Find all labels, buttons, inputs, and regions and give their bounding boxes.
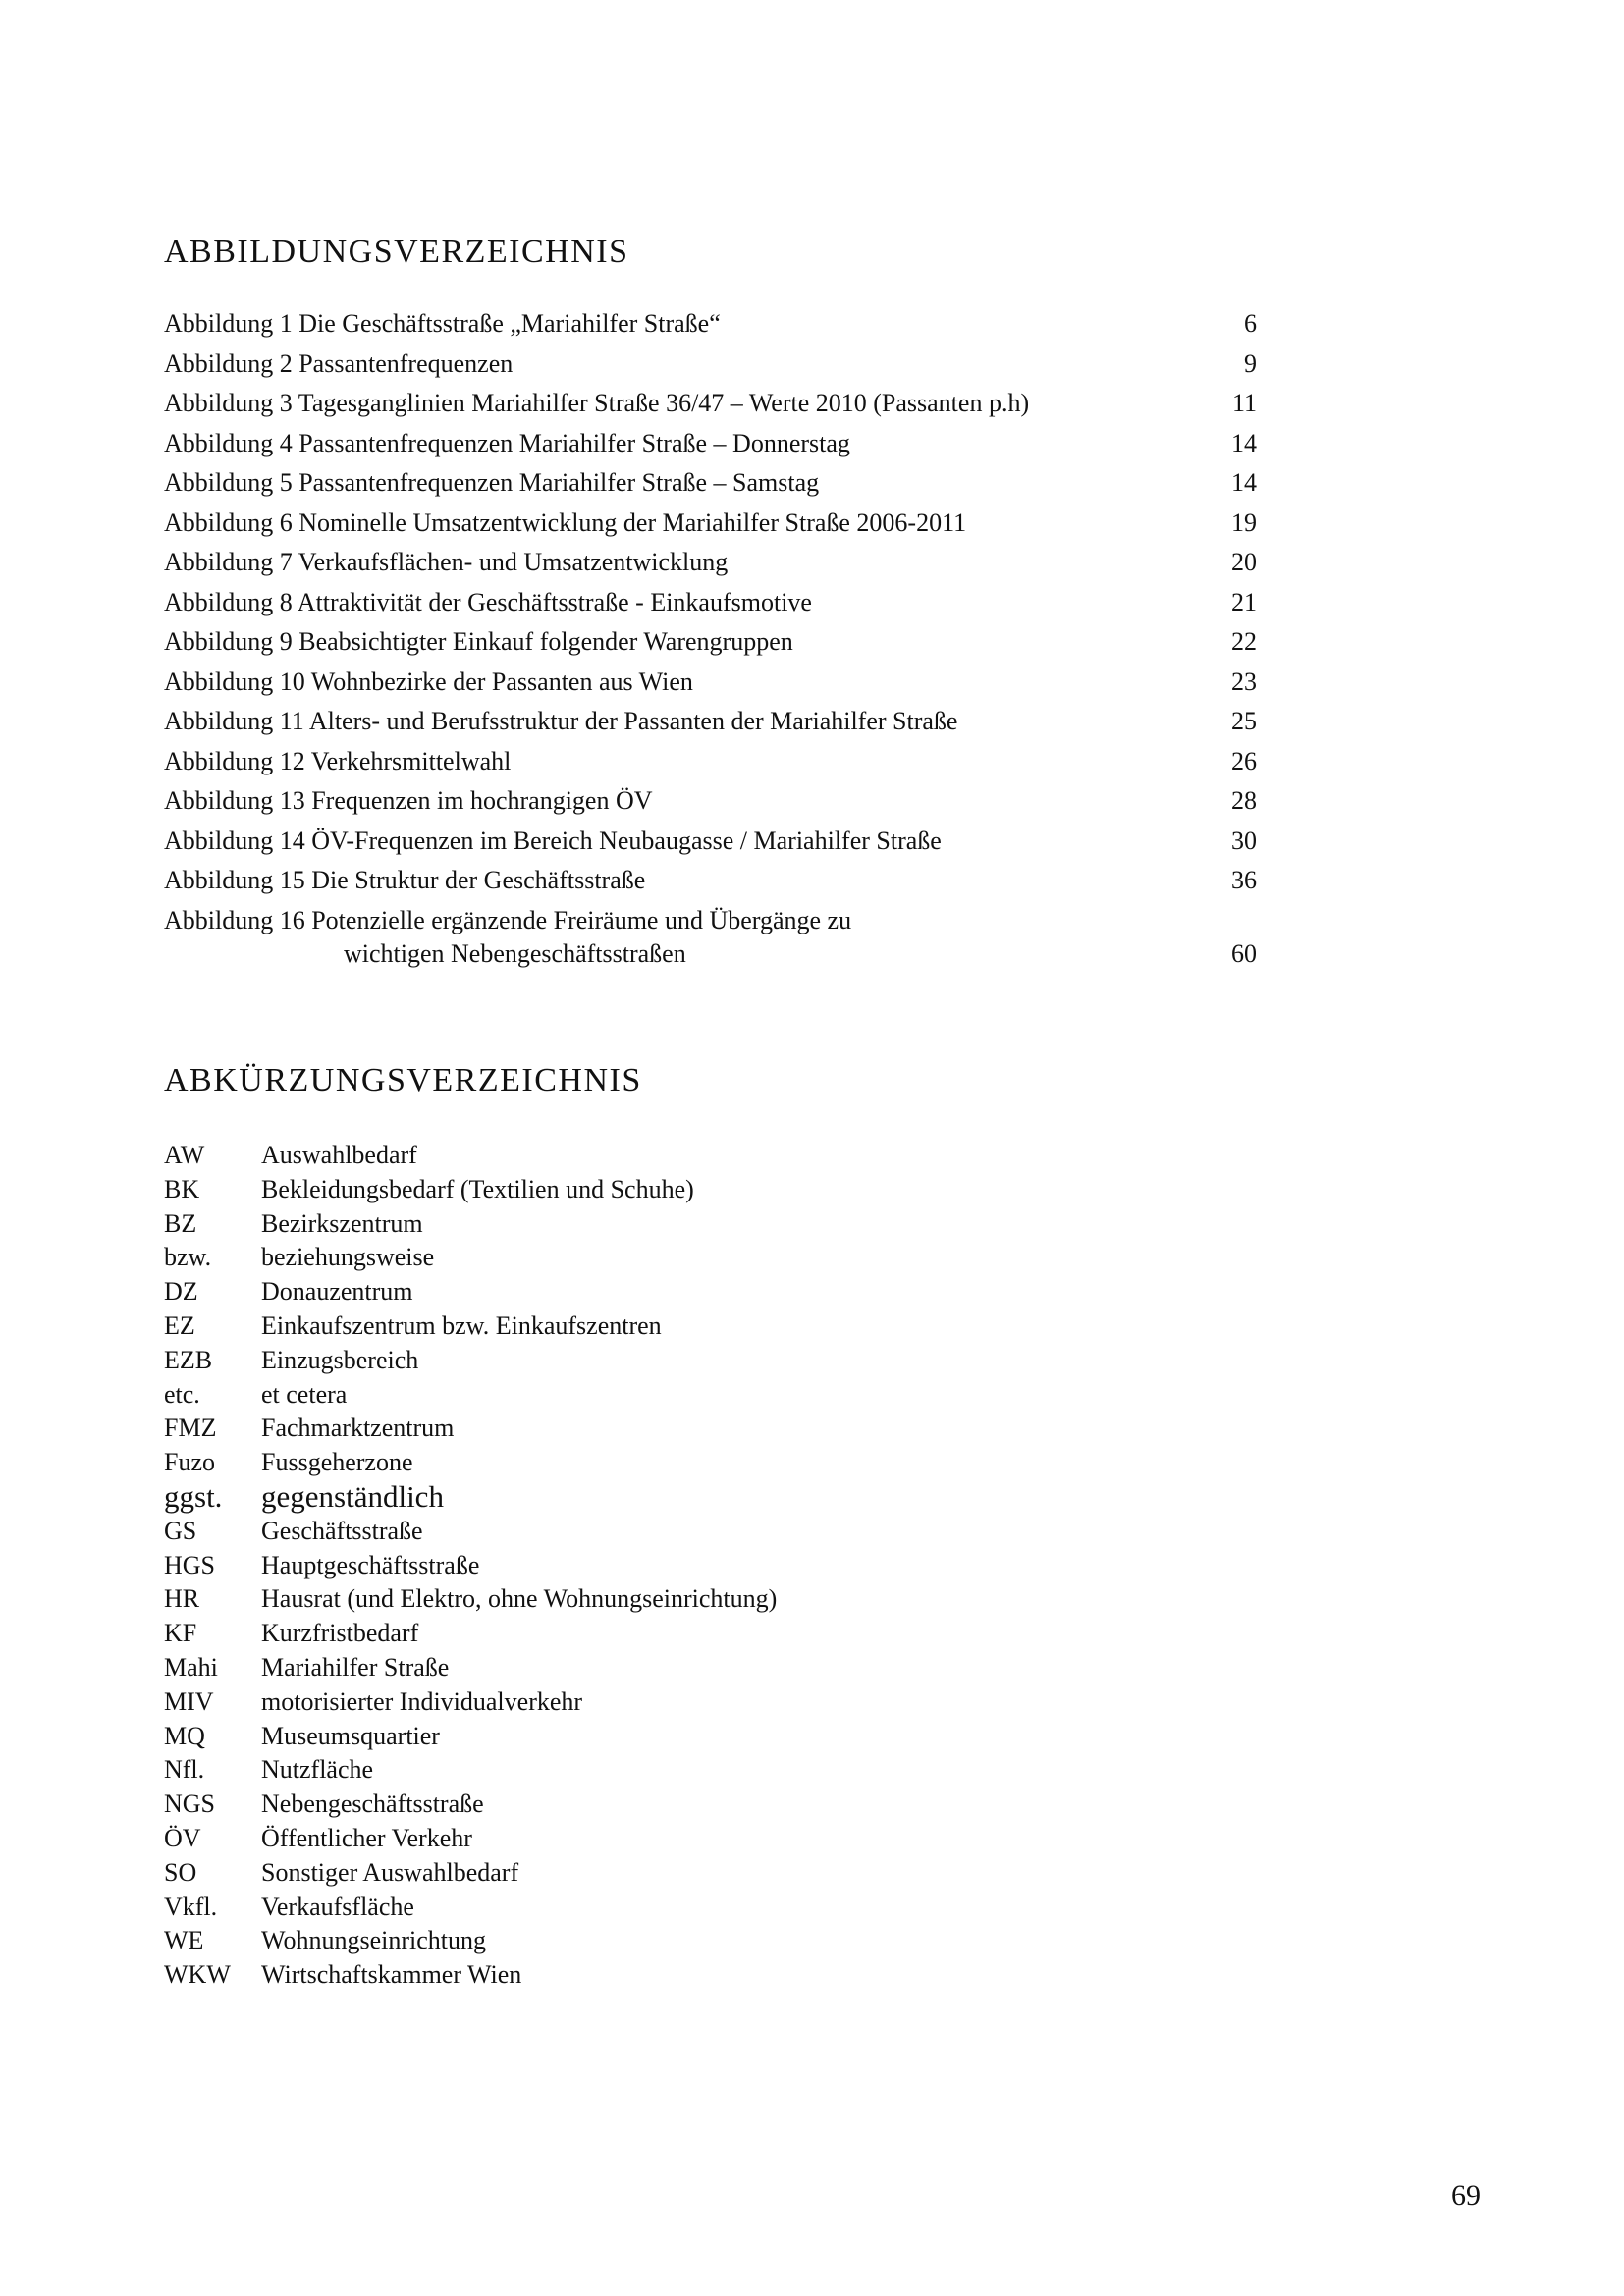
abbreviation-entry <box>164 1685 777 1720</box>
abbreviation-meaning: Nutzfläche <box>261 1755 374 1785</box>
abbreviation-meaning: Fussgeherzone <box>261 1448 413 1477</box>
figure-entry <box>164 864 1257 904</box>
figure-entry <box>164 625 1257 666</box>
figure-title-continuation: wichtigen Nebengeschäftsstraßen <box>344 938 686 968</box>
abbreviation-key: BZ <box>164 1208 197 1238</box>
figure-entry <box>164 427 1257 467</box>
figure-entry <box>164 466 1257 507</box>
abbreviation-entry <box>164 1412 777 1446</box>
abbreviation-key: BK <box>164 1174 200 1203</box>
figure-page-number: 6 <box>1244 309 1257 338</box>
abbreviation-key: KF <box>164 1619 197 1648</box>
abbreviation-key: Mahi <box>164 1652 218 1682</box>
abbreviation-key: bzw. <box>164 1243 212 1272</box>
abbreviation-key: MQ <box>164 1721 205 1750</box>
abbreviation-key: etc. <box>164 1379 200 1409</box>
abbreviation-key: EZ <box>164 1310 195 1340</box>
abbreviation-entry <box>164 1378 777 1413</box>
abbreviation-meaning: Auswahlbedarf <box>261 1141 417 1169</box>
abbreviation-meaning: Sonstiger Auswahlbedarf <box>261 1857 519 1887</box>
abbreviation-key: MIV <box>164 1686 214 1716</box>
abbreviations-heading: ABKÜRZUNGSVERZEICHNIS <box>164 1062 642 1098</box>
abbreviation-entry <box>164 1309 777 1344</box>
figure-entry <box>164 705 1257 745</box>
figures-list <box>164 307 1257 975</box>
abbreviation-key: Vkfl. <box>164 1892 218 1921</box>
abbreviation-key: FMZ <box>164 1414 217 1443</box>
figure-title: Abbildung 10 Wohnbezirke der Passanten aus Wien <box>164 667 693 696</box>
abbreviation-entry <box>164 1173 777 1207</box>
abbreviation-entry <box>164 1480 777 1515</box>
abbreviation-entry <box>164 1275 777 1309</box>
figure-page-number: 28 <box>1231 786 1257 815</box>
figure-title: Abbildung 1 Die Geschäftsstraße „Mariahilfer Straße“ <box>164 309 721 338</box>
abbreviation-entry <box>164 1446 777 1480</box>
figure-title: Abbildung 2 Passantenfrequenzen <box>164 348 514 378</box>
figure-entry <box>164 507 1257 547</box>
figure-title: Abbildung 15 Die Struktur der Geschäftsstraße <box>164 866 646 894</box>
figure-page-number: 11 <box>1231 389 1257 417</box>
figure-page-number: 14 <box>1231 468 1257 497</box>
abbreviation-key: GS <box>164 1516 197 1545</box>
abbreviation-entry <box>164 1549 777 1583</box>
abbreviation-meaning: beziehungsweise <box>261 1243 435 1272</box>
figure-title: Abbildung 12 Verkehrsmittelwahl <box>164 746 512 775</box>
figure-title: Abbildung 5 Passantenfrequenzen Mariahilfer Straße – Samstag <box>164 468 820 497</box>
figures-heading: ABBILDUNGSVERZEICHNIS <box>164 234 629 270</box>
abbreviation-meaning: Museumsquartier <box>261 1721 440 1750</box>
abbreviation-meaning: Wohnungseinrichtung <box>261 1926 486 1955</box>
figure-title: Abbildung 7 Verkaufsflächen- und Umsatzentwicklung <box>164 548 729 576</box>
figure-title: Abbildung 8 Attraktivität der Geschäftsstraße - Einkaufsmotive <box>164 587 812 616</box>
abbreviation-meaning: Kurzfristbedarf <box>261 1619 419 1648</box>
abbreviation-key: Nfl. <box>164 1755 205 1785</box>
abbreviation-meaning: Geschäftsstraße <box>261 1516 423 1545</box>
abbreviation-entry <box>164 1582 777 1617</box>
abbreviation-meaning: Bekleidungsbedarf (Textilien und Schuhe) <box>261 1174 694 1203</box>
abbreviation-meaning: Hausrat (und Elektro, ohne Wohnungseinrichtung) <box>261 1584 778 1614</box>
figure-entry <box>164 904 1257 975</box>
abbreviation-key: ÖV <box>164 1823 201 1852</box>
abbreviation-entry <box>164 1241 777 1275</box>
abbreviation-meaning: Einzugsbereich <box>261 1345 419 1374</box>
abbreviation-entry <box>164 1753 777 1788</box>
figure-page-number: 14 <box>1231 428 1257 457</box>
figure-page-number: 23 <box>1231 667 1257 696</box>
figure-title: Abbildung 4 Passantenfrequenzen Mariahilfer Straße – Donnerstag <box>164 428 850 457</box>
figure-page-number: 19 <box>1231 507 1257 537</box>
abbreviation-meaning: Mariahilfer Straße <box>261 1652 450 1682</box>
abbreviation-entry <box>164 1856 777 1891</box>
figure-entry <box>164 546 1257 586</box>
figure-page-number: 26 <box>1231 746 1257 775</box>
abbreviation-meaning: et cetera <box>261 1379 348 1409</box>
figure-entry <box>164 586 1257 626</box>
abbreviation-key: NGS <box>164 1789 216 1819</box>
abbreviation-key: HR <box>164 1584 200 1614</box>
abbreviation-key: DZ <box>164 1277 198 1307</box>
abbreviation-key: Fuzo <box>164 1448 215 1477</box>
abbreviation-meaning: Wirtschaftskammer Wien <box>261 1960 522 1990</box>
abbreviation-entry <box>164 1924 777 1958</box>
abbreviation-entry <box>164 1958 777 1993</box>
page-number: 69 <box>1451 2179 1481 2212</box>
figure-title: Abbildung 13 Frequenzen im hochrangigen ÖV <box>164 786 653 815</box>
abbreviation-meaning: Donauzentrum <box>261 1277 413 1307</box>
figure-page-number: 30 <box>1231 826 1257 855</box>
figure-title: Abbildung 3 Tagesganglinien Mariahilfer Straße 36/47 – Werte 2010 (Passanten p.h) <box>164 389 1030 417</box>
abbreviation-entry <box>164 1344 777 1378</box>
figure-entry <box>164 347 1257 388</box>
figure-title: Abbildung 11 Alters- und Berufsstruktur der Passanten der Mariahilfer Straße <box>164 707 958 735</box>
abbreviation-entry <box>164 1139 777 1173</box>
abbreviation-meaning: Nebengeschäftsstraße <box>261 1789 484 1819</box>
figure-page-number: 9 <box>1244 348 1257 378</box>
abbreviation-key: SO <box>164 1857 197 1887</box>
figure-page-number: 20 <box>1231 548 1257 576</box>
figure-page-number: 36 <box>1231 866 1257 894</box>
abbreviation-meaning: Verkaufsfläche <box>261 1892 414 1921</box>
abbreviation-entry <box>164 1788 777 1822</box>
figure-entry <box>164 666 1257 706</box>
abbreviation-entry <box>164 1515 777 1549</box>
abbreviation-entry <box>164 1822 777 1856</box>
figure-page-number: 60 <box>1231 938 1257 968</box>
figure-entry <box>164 825 1257 865</box>
abbreviation-meaning: Hauptgeschäftsstraße <box>261 1550 480 1579</box>
figure-page-number: 25 <box>1231 707 1257 735</box>
abbreviation-entry <box>164 1720 777 1754</box>
abbreviation-meaning: motorisierter Individualverkehr <box>261 1686 583 1716</box>
abbreviation-meaning: gegenständlich <box>261 1478 444 1514</box>
figure-title: Abbildung 9 Beabsichtigter Einkauf folgender Warengruppen <box>164 627 793 656</box>
abbreviation-meaning: Bezirkszentrum <box>261 1208 423 1238</box>
abbreviation-key: EZB <box>164 1345 213 1374</box>
abbreviation-entry <box>164 1207 777 1242</box>
figure-entry <box>164 387 1257 427</box>
abbreviation-meaning: Einkaufszentrum bzw. Einkaufszentren <box>261 1310 662 1340</box>
abbreviation-entry <box>164 1891 777 1925</box>
abbreviation-key: HGS <box>164 1550 216 1579</box>
abbreviations-list <box>164 1139 777 1993</box>
abbreviation-entry <box>164 1617 777 1651</box>
abbreviation-entry <box>164 1651 777 1685</box>
abbreviation-key: ggst. <box>164 1478 223 1514</box>
figure-entry <box>164 784 1257 825</box>
abbreviation-key: AW <box>164 1141 205 1169</box>
abbreviation-meaning: Öffentlicher Verkehr <box>261 1823 472 1852</box>
abbreviation-meaning: Fachmarktzentrum <box>261 1414 455 1443</box>
abbreviation-key: WE <box>164 1926 204 1955</box>
figure-page-number: 21 <box>1231 587 1257 616</box>
figure-title: Abbildung 6 Nominelle Umsatzentwicklung der Mariahilfer Straße 2006-2011 <box>164 507 967 537</box>
abbreviation-key: WKW <box>164 1960 231 1990</box>
figure-entry <box>164 745 1257 785</box>
figure-title: Abbildung 14 ÖV-Frequenzen im Bereich Neubaugasse / Mariahilfer Straße <box>164 826 942 855</box>
figure-title: Abbildung 16 Potenzielle ergänzende Freiräume und Übergänge zu <box>164 905 852 934</box>
figure-entry <box>164 307 1257 347</box>
figure-page-number: 22 <box>1231 627 1257 656</box>
